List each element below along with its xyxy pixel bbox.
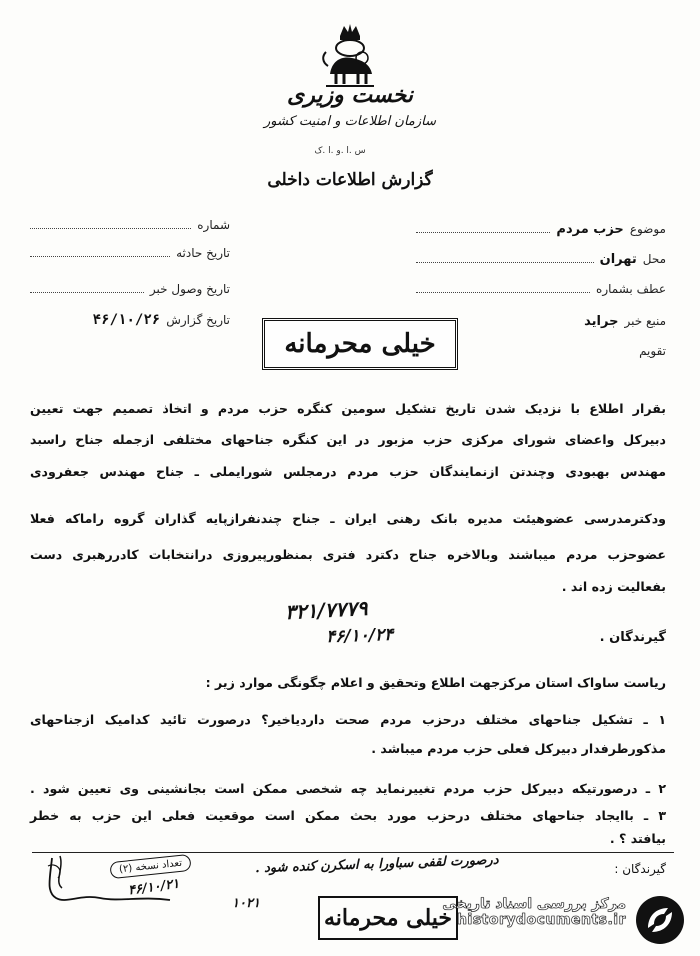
watermark-name: مرکز بررسی اسناد تاریخی — [442, 896, 626, 912]
request-item: ۱ ـ تشکیل جناحهای مختلف درحزب مردم صحت داردیاخیر؟ درصورت تائید کدامیک ازجناحهای — [30, 712, 666, 727]
report-date-value: ۴۶/۱۰/۲۶ — [92, 312, 161, 328]
location-label: محل — [642, 252, 666, 266]
body-line: ودکترمدرسی عضوهیئت مدیره بانک رهنی ایران ـ جناح چندنفرازپایه گذاران گروه راماکه فعلا — [30, 511, 666, 526]
subject-field — [416, 222, 666, 237]
subject-value: حزب مردم — [556, 222, 624, 237]
location-field — [416, 252, 666, 267]
report-date-field — [30, 312, 230, 328]
incident-date-label: تاریخ حادثه — [176, 246, 230, 260]
number-field — [30, 218, 230, 232]
handwritten-note: درصورت لقفی سباورا به اسکرن کنده شود . — [254, 852, 499, 877]
footer-handwritten-number: ۱۰۲۱ — [232, 896, 260, 911]
source-label: منبع خبر — [624, 314, 666, 328]
footer-handwritten-date: ۴۶/۱۰/۲۱ — [127, 876, 181, 899]
handwritten-date: ۴۶/۱۰/۲۴ — [325, 624, 394, 648]
body-line: بفعالیت زده اند . — [561, 579, 666, 594]
request-item: مذکورطرفدار دبیرکل فعلی حزب مردم میباشد . — [371, 741, 666, 756]
request-intro: ریاست ساواک استان مرکزجهت اطلاع وتحقیق و اعلام چگونگی موارد زیر : — [205, 675, 666, 690]
receipt-date-label: تاریخ وصول خبر — [149, 282, 230, 296]
body-line: مهندس بهبودی وچندتن ازنمایندگان حزب مردم درمجلس شورایملی ـ جناح مهندس جعفرودی — [30, 464, 666, 479]
archive-logo-icon — [634, 894, 686, 946]
watermark-url: historydocuments.ir — [457, 912, 626, 928]
body-line: عضوحزب مردم میباشند وبالاخره جناح دکترد فتری بمنظورپیروزی درانتخابات کادررهبری دست — [30, 547, 666, 562]
copies-count: تعداد نسخه (۲) — [109, 854, 191, 879]
organization-code: س .ا .و .ا .ک — [314, 146, 366, 156]
request-item: بیافتد ؟ . — [609, 831, 666, 846]
number-label: شماره — [197, 218, 230, 232]
evaluation-label: تقویم — [639, 344, 666, 358]
organization-name: سازمان اطلاعات و امنیت کشور — [263, 114, 437, 129]
ministry-title: نخست وزیری — [287, 82, 413, 108]
handwritten-file-number: ۳۲۱/۷۷۷۹ — [284, 595, 369, 625]
signature-scribble — [40, 848, 180, 908]
receipt-date-field — [30, 282, 230, 296]
reference-field — [416, 282, 666, 296]
request-item: ۳ ـ باایجاد جناحهای مختلف درحزب مورد بحث ممکن است موقعیت فعلی این حزب به خطر — [30, 808, 666, 823]
body-line: بقرار اطلاع با نزدیک شدن تاریخ تشکیل سومین کنگره حزب مردم و اتخاذ تصمیم جهت تعیین — [30, 401, 666, 416]
footer-classification-stamp: خیلی محرمانه — [318, 896, 458, 940]
request-item: ۲ ـ درصورتیکه دبیرکل حزب مردم تغییرنماید چه شخصی ممکن است بجانشینی وی تعیین شود . — [30, 781, 666, 796]
reference-label: عطف بشماره — [596, 282, 666, 296]
classification-stamp: خیلی محرمانه — [262, 318, 458, 370]
source-value: جراید — [584, 314, 619, 329]
location-value: تهران — [599, 252, 637, 267]
subject-label: موضوع — [629, 222, 666, 236]
body-line: دبیرکل واعضای شورای مرکزی حزب مزبور در این کنگره جناحهای مختلفی ازجمله جناح راسبد — [30, 432, 666, 447]
footer-recipients-label: گیرندگان : — [614, 862, 666, 876]
incident-date-field — [30, 246, 230, 260]
report-date-label: تاریخ گزارش — [166, 313, 230, 327]
watermark — [442, 896, 626, 928]
report-type-title: گزارش اطلاعات داخلی — [267, 170, 433, 190]
recipients-label: گیرندگان . — [599, 630, 666, 645]
